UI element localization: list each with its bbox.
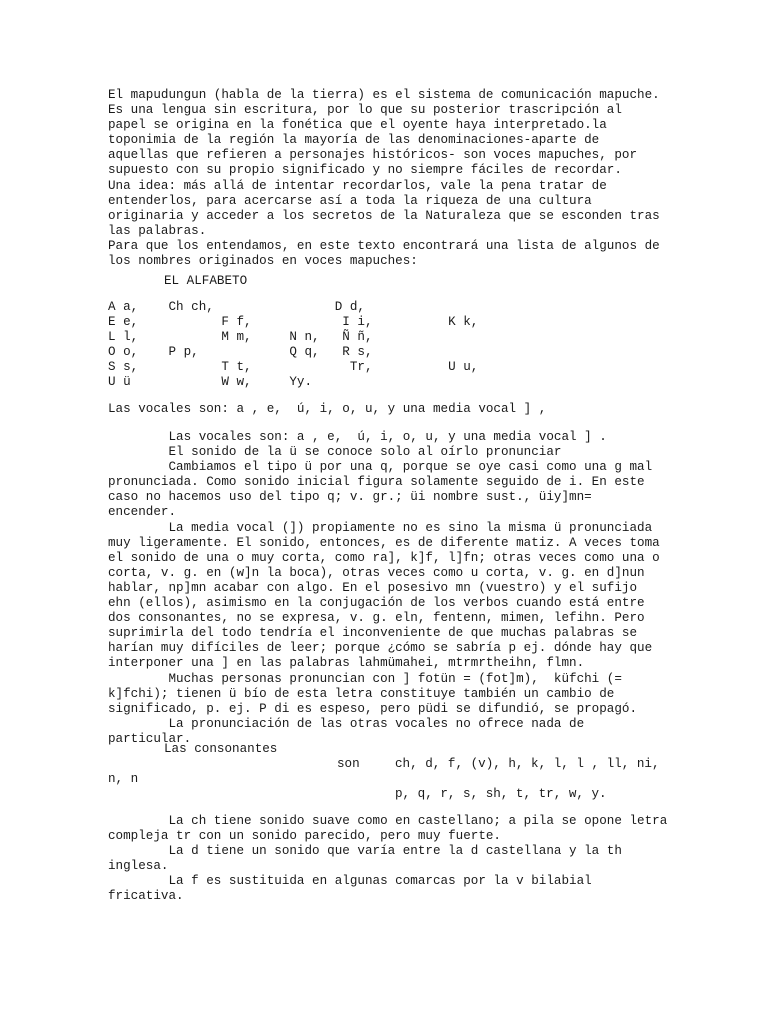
alphabet-table	[108, 300, 668, 391]
consonants-son: son	[337, 757, 360, 771]
consonants-list-0: n, n	[108, 772, 139, 786]
text-line: supuesto con su propio significado y no siempre fáciles de recordar.	[108, 163, 622, 178]
text-line: Las vocales son: a , e, ú, i, o, u, y una media vocal ] .	[108, 430, 607, 444]
text-line: Cambiamos el tipo ü por una q, porque se oye casi como una g mal	[108, 460, 653, 475]
text-line: corta, v. g. en (w]n la boca), otras veces como u corta, v. g. en d]nun	[108, 565, 645, 580]
text-line: ehn (ellos), asimismo en la conjugación de los verbos cuando está entre	[108, 596, 645, 611]
text-line: Para que los entendamos, en este texto encontrará una lista de algunos de	[108, 238, 660, 253]
text-line: interponer una ] en las palabras lahmümahei, mtrmrtheihn, flmn.	[108, 656, 585, 671]
alphabet-row: A a, Ch ch, D d,	[108, 300, 365, 314]
text-line: los nombres originados en voces mapuches:	[108, 254, 418, 269]
text-line: compleja tr con un sonido parecido, pero muy fuerte.	[108, 829, 501, 844]
alphabet-row: U ü W w, Yy.	[108, 375, 313, 390]
text-line: originaria y acceder a los secretos de la Naturaleza que se esconden tras	[108, 208, 660, 223]
alphabet-heading: EL ALFABETO	[164, 274, 248, 288]
intro-paragraph	[108, 88, 668, 269]
consonants-list-2: p, q, r, s, sh, t, tr, w, y.	[395, 787, 607, 801]
text-line: particular.	[108, 731, 192, 746]
text-line: harían muy difíciles de leer; porque ¿cómo se sabría p ej. dónde hay que	[108, 641, 653, 656]
consonants-heading: Las consonantes	[164, 742, 278, 756]
text-line: La media vocal (]) propiamente no es sino la misma ü pronunciada	[108, 520, 653, 535]
text-line: La f es sustituida en algunas comarcas por la v bilabial	[108, 874, 592, 889]
text-line: papel se origina en la fonética que el oyente haya interpretado.la	[108, 118, 607, 133]
text-line: significado, p. ej. P di es espeso, pero püdi se difundió, se propagó.	[108, 701, 638, 716]
text-line: El sonido de la ü se conoce solo al oírlo pronunciar	[108, 445, 562, 460]
text-line: toponimia de la región la mayoría de las denominaciones-aparte de	[108, 133, 600, 148]
text-line: pronunciada. Como sonido inicial figura solamente seguido de i. En este	[108, 475, 645, 490]
vocales-line: Las vocales son: a , e, ú, i, o, u, y una media vocal ] ,	[108, 402, 547, 416]
text-line: La pronunciación de las otras vocales no ofrece nada de	[108, 716, 585, 731]
text-line: el sonido de una o muy corta, como ra], k]f, l]fn; otras veces como una o	[108, 550, 660, 565]
text-line: Es una lengua sin escritura, por lo que su posterior trascripción al	[108, 103, 622, 118]
text-line: La ch tiene sonido suave como en castellano; a pila se opone letra	[108, 814, 668, 828]
text-line: suprimirla del todo tendría el inconveniente de que muchas palabras se	[108, 626, 638, 641]
text-line: aquellas que refieren a personajes históricos- son voces mapuches, por	[108, 148, 638, 163]
alphabet-row: S s, T t, Tr, U u,	[108, 360, 479, 375]
text-line: muy ligeramente. El sonido, entonces, es de diferente matiz. A veces toma	[108, 535, 660, 550]
consonants-list-1: ch, d, f, (v), h, k, l, l , ll, ni,	[395, 757, 660, 771]
text-line: entenderlos, para acercarse así a toda la riqueza de una cultura	[108, 193, 592, 208]
text-line: k]fchi); tienen ü bío de esta letra constituye también un cambio de	[108, 686, 615, 701]
alphabet-row: O o, P p, Q q, R s,	[108, 345, 373, 360]
alphabet-row: L l, M m, N n, Ñ ñ,	[108, 330, 373, 345]
text-line: hablar, np]mn acabar con algo. En el posesivo mn (vuestro) y el sufijo	[108, 580, 638, 595]
text-line: caso no hacemos uso del tipo q; v. gr.; üi nombre sust., üiy]mn=	[108, 490, 592, 505]
text-line: La d tiene un sonido que varía entre la d castellana y la th	[108, 844, 622, 859]
text-line: El mapudungun (habla de la tierra) es el sistema de comunicación mapuche.	[108, 88, 660, 102]
text-line: fricativa.	[108, 889, 184, 904]
consonants-section	[108, 814, 668, 905]
alphabet-row: E e, F f, I i, K k,	[108, 315, 479, 330]
text-line: Una idea: más allá de intentar recordarlos, vale la pena tratar de	[108, 178, 607, 193]
text-line: encender.	[108, 505, 177, 520]
text-line: Muchas personas pronuncian con ] fotün = (fot]m), küfchi (=	[108, 671, 622, 686]
text-line: inglesa.	[108, 859, 169, 874]
text-line: dos consonantes, no se expresa, v. g. eln, fentenn, mimen, lefihn. Pero	[108, 611, 645, 626]
vowels-section	[108, 430, 668, 747]
text-line: las palabras.	[108, 223, 207, 238]
